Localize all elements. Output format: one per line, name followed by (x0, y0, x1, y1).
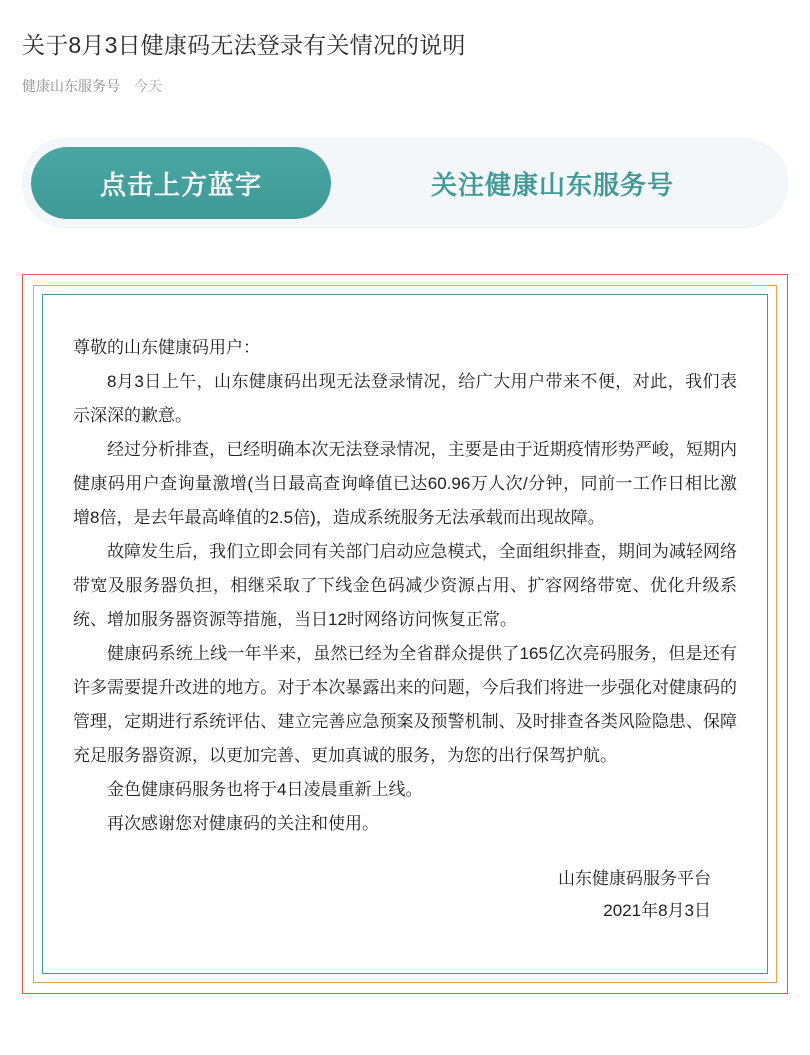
article-header (0, 0, 810, 96)
follow-banner[interactable] (22, 138, 788, 228)
notice-card-middle-border (33, 285, 777, 983)
notice-paragraph-6: 再次感谢您对健康码的关注和使用。 (107, 814, 379, 833)
signature-block (73, 863, 737, 927)
notice-salutation: 尊敬的山东健康码用户： (73, 338, 260, 357)
click-above-label: 点击上方蓝字 (99, 169, 262, 200)
notice-paragraph-5: 金色健康码服务也将于4日凌晨重新上线。 (107, 780, 423, 799)
follow-banner-right (331, 165, 788, 202)
notice-paragraph-1: 8月3日上午，山东健康码出现无法登录情况，给广大用户带来不便，对此，我们表示深深的歉意。 (73, 372, 737, 425)
notice-paragraph-2: 经过分析排查，已经明确本次无法登录情况，主要是由于近期疫情形势严峻，短期内健康码用户查询量激增(当日最高查询峰值已达60.96万人次/分钟，同前一工作日相比激增8倍，是去年最高峰值的2.5倍)，造成系统服务无法承载而出现故障。 (73, 440, 737, 527)
notice-paragraph-3: 故障发生后，我们立即会同有关部门启动应急模式，全面组织排查，期间为减轻网络带宽及服务器负担，相继采取了下线金色码减少资源占用、扩容网络带宽、优化升级系统、增加服务器资源等措施，当日12时网络访问恢复正常。 (73, 542, 737, 629)
follow-label: 关注健康山东服务号 (430, 169, 674, 200)
notice-card-content (42, 294, 768, 974)
account-name[interactable]: 健康山东服务号 (22, 78, 120, 94)
article-meta (22, 76, 788, 96)
article-body (0, 138, 810, 994)
notice-paragraph-4: 健康码系统上线一年半来，虽然已经为全省群众提供了165亿次亮码服务，但是还有许多需要提升改进的地方。对于本次暴露出来的问题，今后我们将进一步强化对健康码的管理，定期进行系统评估、建立完善应急预案及预警机制、及时排查各类风险隐患、保障充足服务器资源，以更加完善、更加真诚的服务，为您的出行保驾护航。 (73, 644, 737, 765)
publish-date: 今天 (134, 78, 162, 94)
signature-date: 2021年8月3日 (603, 901, 711, 920)
signature-org: 山东健康码服务平台 (558, 869, 711, 888)
click-above-pill (31, 147, 331, 219)
notice-card-outer-border (22, 274, 788, 994)
page-title: 关于8月3日健康码无法登录有关情况的说明 (22, 32, 466, 58)
